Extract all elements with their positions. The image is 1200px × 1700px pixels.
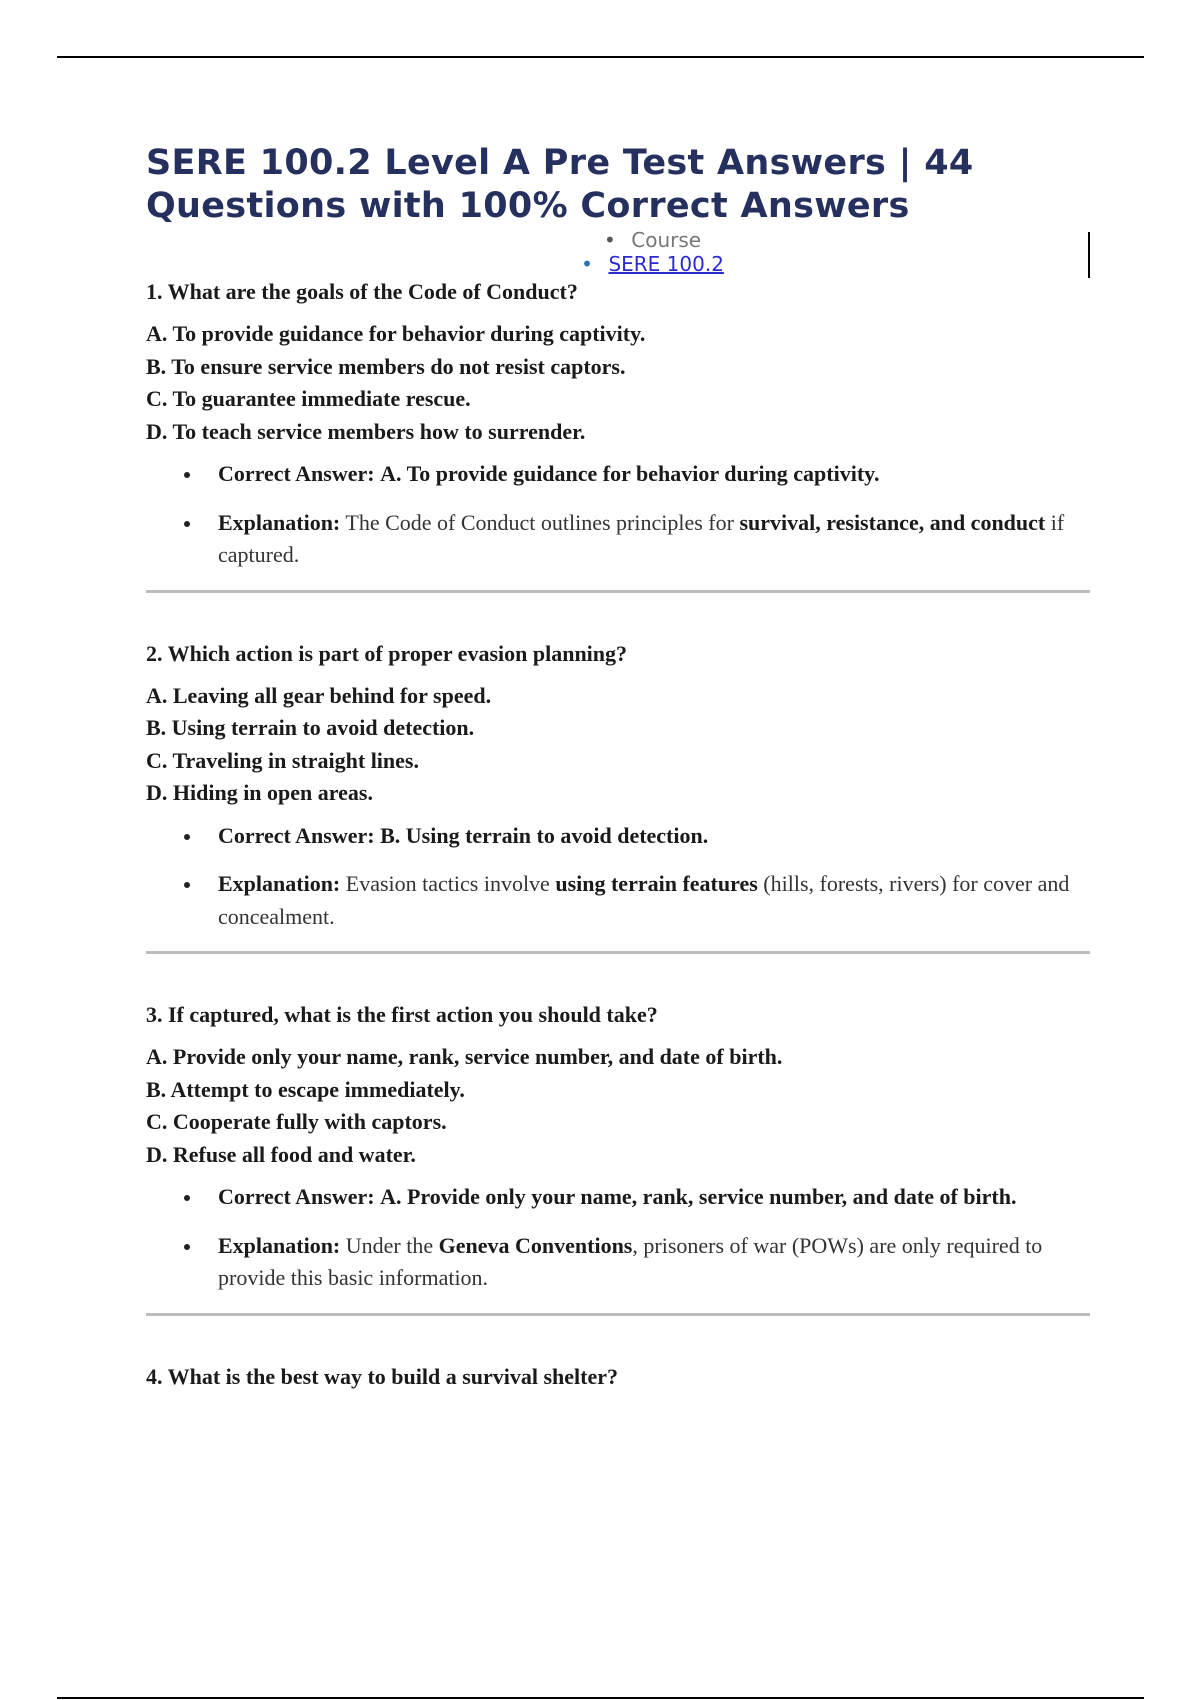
correct-answer <box>146 458 1090 491</box>
explanation-emphasis: using terrain features <box>555 871 758 896</box>
explanation-text: The Code of Conduct outlines principles for <box>345 509 734 535</box>
option-item: D. Refuse all food and water. <box>146 1141 416 1167</box>
explanation <box>146 507 1090 572</box>
correct-answer-label: Correct Answer: <box>218 461 375 486</box>
option-item: B. Using terrain to avoid detection. <box>146 715 475 740</box>
explanation-text: Evasion tactics involve <box>345 871 550 896</box>
correct-answer-text: A. To provide guidance for behavior during captivity. <box>380 461 880 486</box>
course-meta-item <box>146 228 1090 252</box>
explanation-label: Explanation: <box>218 509 341 535</box>
answer-list <box>146 820 1090 934</box>
option-item: D. Hiding in open areas. <box>146 780 373 805</box>
explanation-emphasis: survival, resistance, and conduct <box>739 509 1046 535</box>
option-item: B. To ensure service members do not resist captors. <box>146 353 626 379</box>
separator <box>146 951 1090 954</box>
course-meta <box>146 228 1090 276</box>
option-item: A. Leaving all gear behind for speed. <box>146 682 492 708</box>
explanation-text: , prisoners of war (POWs) are only required to provide this basic information. <box>218 1232 1043 1290</box>
options-list <box>146 318 1090 448</box>
answer-list <box>146 1181 1090 1295</box>
bottom-rule <box>57 1697 1144 1699</box>
explanation-text: if captured. <box>218 509 1065 567</box>
explanation-text: Under the <box>345 1232 434 1258</box>
option-item: C. Cooperate fully with captors. <box>146 1109 447 1134</box>
correct-answer-label: Correct Answer: <box>218 1184 375 1209</box>
question-text: 4. What is the best way to build a survival shelter? <box>146 1363 619 1389</box>
option-item: D. To teach service members how to surrender. <box>146 418 586 444</box>
option-item: A. Provide only your name, rank, service number, and date of birth. <box>146 1044 783 1069</box>
bullet-icon: • <box>581 252 593 276</box>
explanation <box>146 868 1090 933</box>
question-block <box>146 1001 1090 1316</box>
document-title: SERE 100.2 Level A Pre Test Answers | 44 Questions with 100% Correct Answers <box>146 143 974 226</box>
question-block <box>146 1363 1090 1391</box>
option-item: C. Traveling in straight lines. <box>146 747 419 773</box>
correct-answer <box>146 1181 1090 1214</box>
explanation <box>146 1230 1090 1295</box>
question-block <box>146 640 1090 955</box>
answer-list <box>146 458 1090 572</box>
explanation-label: Explanation: <box>218 1232 341 1258</box>
explanation-text: (hills, forests, rivers) for cover and concealment. <box>218 871 1070 929</box>
separator <box>146 1313 1090 1316</box>
explanation-label: Explanation: <box>218 871 341 896</box>
course-link-item <box>146 252 1090 276</box>
option-item: C. To guarantee immediate rescue. <box>146 386 471 411</box>
bullet-icon: • <box>604 228 616 252</box>
question-text: 1. What are the goals of the Code of Conduct? <box>146 279 578 304</box>
options-list <box>146 1041 1090 1171</box>
options-list <box>146 680 1090 810</box>
question-text: 3. If captured, what is the first action you should take? <box>146 1002 658 1027</box>
separator <box>146 590 1090 593</box>
question-block <box>146 278 1090 593</box>
option-item: B. Attempt to escape immediately. <box>146 1076 465 1102</box>
correct-answer <box>146 820 1090 853</box>
question-text: 2. Which action is part of proper evasion planning? <box>146 640 628 666</box>
course-link[interactable]: SERE 100.2 <box>608 252 724 276</box>
explanation-emphasis: Geneva Conventions <box>438 1232 633 1258</box>
correct-answer-label: Correct Answer: <box>218 822 375 848</box>
option-item: A. To provide guidance for behavior during captivity. <box>146 321 646 346</box>
top-rule <box>57 56 1144 58</box>
correct-answer-text: B. Using terrain to avoid detection. <box>380 822 709 848</box>
document-body <box>146 142 1090 1391</box>
correct-answer-text: A. Provide only your name, rank, service number, and date of birth. <box>380 1184 1017 1209</box>
course-label: Course <box>631 228 702 252</box>
